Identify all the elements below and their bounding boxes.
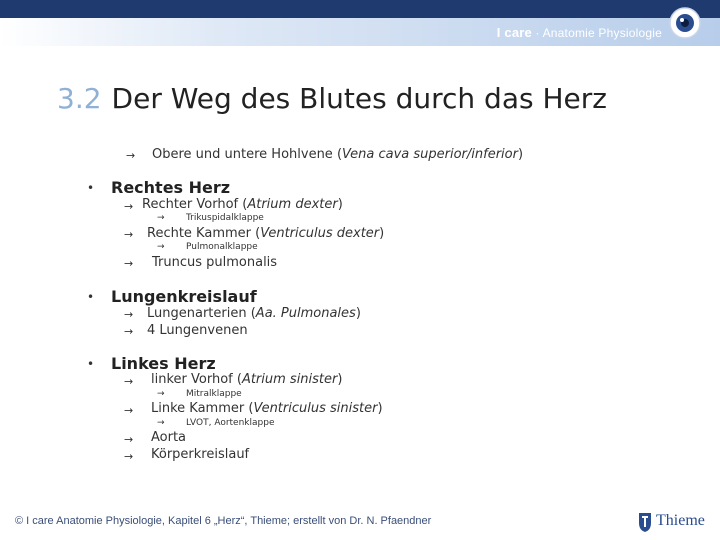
list-item-lvot: LVOT, Aortenklappe xyxy=(186,418,275,428)
heading-rechtes-herz: Rechtes Herz xyxy=(111,178,231,197)
list-item-lungenvenen: 4 Lungenvenen xyxy=(147,323,248,338)
heading-lungenkreislauf: Lungenkreislauf xyxy=(111,287,257,306)
arrow-icon: → xyxy=(157,242,165,252)
thieme-logo-icon xyxy=(637,511,653,533)
list-item-koerperkreislauf: Körperkreislauf xyxy=(151,447,250,462)
bullet-icon: • xyxy=(87,181,95,195)
arrow-icon: → xyxy=(124,200,134,213)
list-item-truncus-pulmonalis: Truncus pulmonalis xyxy=(152,255,278,270)
list-item-trikuspidalklappe: Trikuspidalklappe xyxy=(186,213,264,223)
arrow-icon: → xyxy=(124,375,134,388)
arrow-icon: → xyxy=(157,418,165,428)
eye-logo-icon xyxy=(668,6,702,40)
brand-label: I care · Anatomie Physiologie xyxy=(496,25,662,40)
arrow-icon: → xyxy=(124,325,134,338)
arrow-icon: → xyxy=(157,389,165,399)
heading-linkes-herz: Linkes Herz xyxy=(111,354,216,373)
bullet-icon: • xyxy=(87,357,95,371)
arrow-icon: → xyxy=(157,213,165,223)
list-item-rechter-vorhof: Rechter Vorhof (Atrium dexter) xyxy=(142,197,343,212)
list-item-pulmonalklappe: Pulmonalklappe xyxy=(186,242,258,252)
list-item-mitralklappe: Mitralklappe xyxy=(186,389,242,399)
title-text: Der Weg des Blutes durch das Herz xyxy=(111,82,607,115)
top-bar xyxy=(0,0,720,18)
section-number: 3.2 xyxy=(57,82,102,115)
arrow-icon: → xyxy=(126,149,136,162)
thieme-logo-text: Thieme xyxy=(656,512,705,529)
arrow-icon: → xyxy=(124,228,134,241)
bullet-icon: • xyxy=(87,290,95,304)
arrow-icon: → xyxy=(124,450,134,463)
page-title xyxy=(57,82,607,115)
list-item-hohlvene: Obere und untere Hohlvene (Vena cava superior/inferior) xyxy=(152,147,524,162)
list-item-linker-vorhof: linker Vorhof (Atrium sinister) xyxy=(151,372,343,387)
arrow-icon: → xyxy=(124,433,134,446)
list-item-aorta: Aorta xyxy=(151,430,187,445)
list-item-linke-kammer: Linke Kammer (Ventriculus sinister) xyxy=(151,401,383,416)
list-item-rechte-kammer: Rechte Kammer (Ventriculus dexter) xyxy=(147,226,385,241)
arrow-icon: → xyxy=(124,257,134,270)
list-item-lungenarterien: Lungenarterien (Aa. Pulmonales) xyxy=(147,306,361,321)
arrow-icon: → xyxy=(124,308,134,321)
footer-copyright: © I care Anatomie Physiologie, Kapitel 6 „Herz“, Thieme; erstellt von Dr. N. Pfaendner xyxy=(15,515,432,527)
arrow-icon: → xyxy=(124,404,134,417)
